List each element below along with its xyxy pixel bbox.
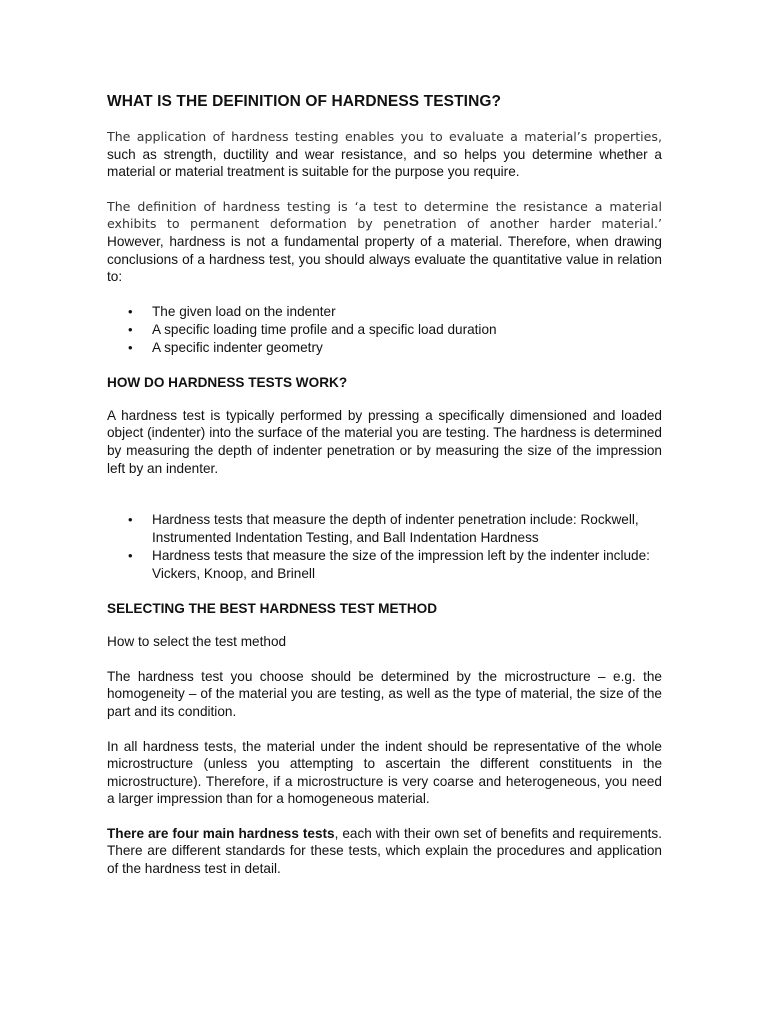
paragraph-indent: In all hardness tests, the material under the indent should be representative of the whole microstructure (unless you attempting to ascertain the different constituents in the microstructure). Therefore, if a microstructure is very coarse and heterogeneous, you need a larger impression than for a homogeneous material. <box>107 738 662 807</box>
four-tests-rest: , each with their own set of benefits and requirements. There are different standards for these tests, which explain the procedures and application of the hardness test in detail. <box>107 825 662 877</box>
list-item: • Hardness tests that measure the depth of indenter penetration include: Rockwell, Instrumented Indentation Testing, and Ball Indentation Hardness <box>128 512 639 546</box>
document-page <box>107 92 662 878</box>
heading-definition: WHAT IS THE DEFINITION OF HARDNESS TESTING? <box>107 93 502 110</box>
bullet-icon: • <box>128 548 133 564</box>
bullet-icon: • <box>128 303 133 319</box>
list-item: • A specific loading time profile and a specific load duration <box>128 321 497 337</box>
paragraph-definition <box>107 198 662 286</box>
paragraph-microstructure: The hardness test you choose should be determined by the microstructure – e.g. the homogeneity – of the material you are testing, as well as the type of material, the size of the part and its condition. <box>107 668 662 719</box>
four-tests-bold: There are four main hardness tests <box>107 825 335 841</box>
list-item: • Hardness tests that measure the size of the impression left by the indenter include: Vickers, Knoop, and Brinell <box>128 548 650 582</box>
paragraph-application-lead: The application of hardness testing enables you to evaluate a material’s properties, <box>107 129 662 144</box>
paragraph-application-rest: such as strength, ductility and wear resistance, and so helps you determine whether a material or material treatment is suitable for the purpose you require. <box>107 146 662 180</box>
heading-how: HOW DO HARDNESS TESTS WORK? <box>107 374 348 390</box>
paragraph-how: A hardness test is typically performed by pressing a specifically dimensioned and loaded object (indenter) into the surface of the material you are testing. The hardness is determined by measuring the depth of indenter penetration or by measuring the size of the impression left by an indenter. <box>107 407 662 476</box>
evaluation-list <box>107 303 662 357</box>
paragraph-four-tests <box>107 825 662 878</box>
paragraph-definition-lead: The definition of hardness testing is ‘a test to determine the resistance a material exhibits to permanent deformation by penetration of another harder material.’ <box>107 198 662 232</box>
paragraph-how-to-select: How to select the test method <box>107 634 287 650</box>
heading-selecting: SELECTING THE BEST HARDNESS TEST METHOD <box>107 601 438 617</box>
list-item: • A specific indenter geometry <box>128 339 323 355</box>
list-item: • The given load on the indenter <box>128 303 336 319</box>
bullet-icon: • <box>128 512 133 528</box>
paragraph-application <box>107 128 662 181</box>
bullet-icon: • <box>128 339 133 355</box>
bullet-icon: • <box>128 321 133 337</box>
paragraph-definition-rest: However, hardness is not a fundamental property of a material. Therefore, when drawing conclusions of a hardness test, you should always evaluate the quantitative value in relation to: <box>107 233 662 285</box>
test-types-list <box>107 511 662 583</box>
